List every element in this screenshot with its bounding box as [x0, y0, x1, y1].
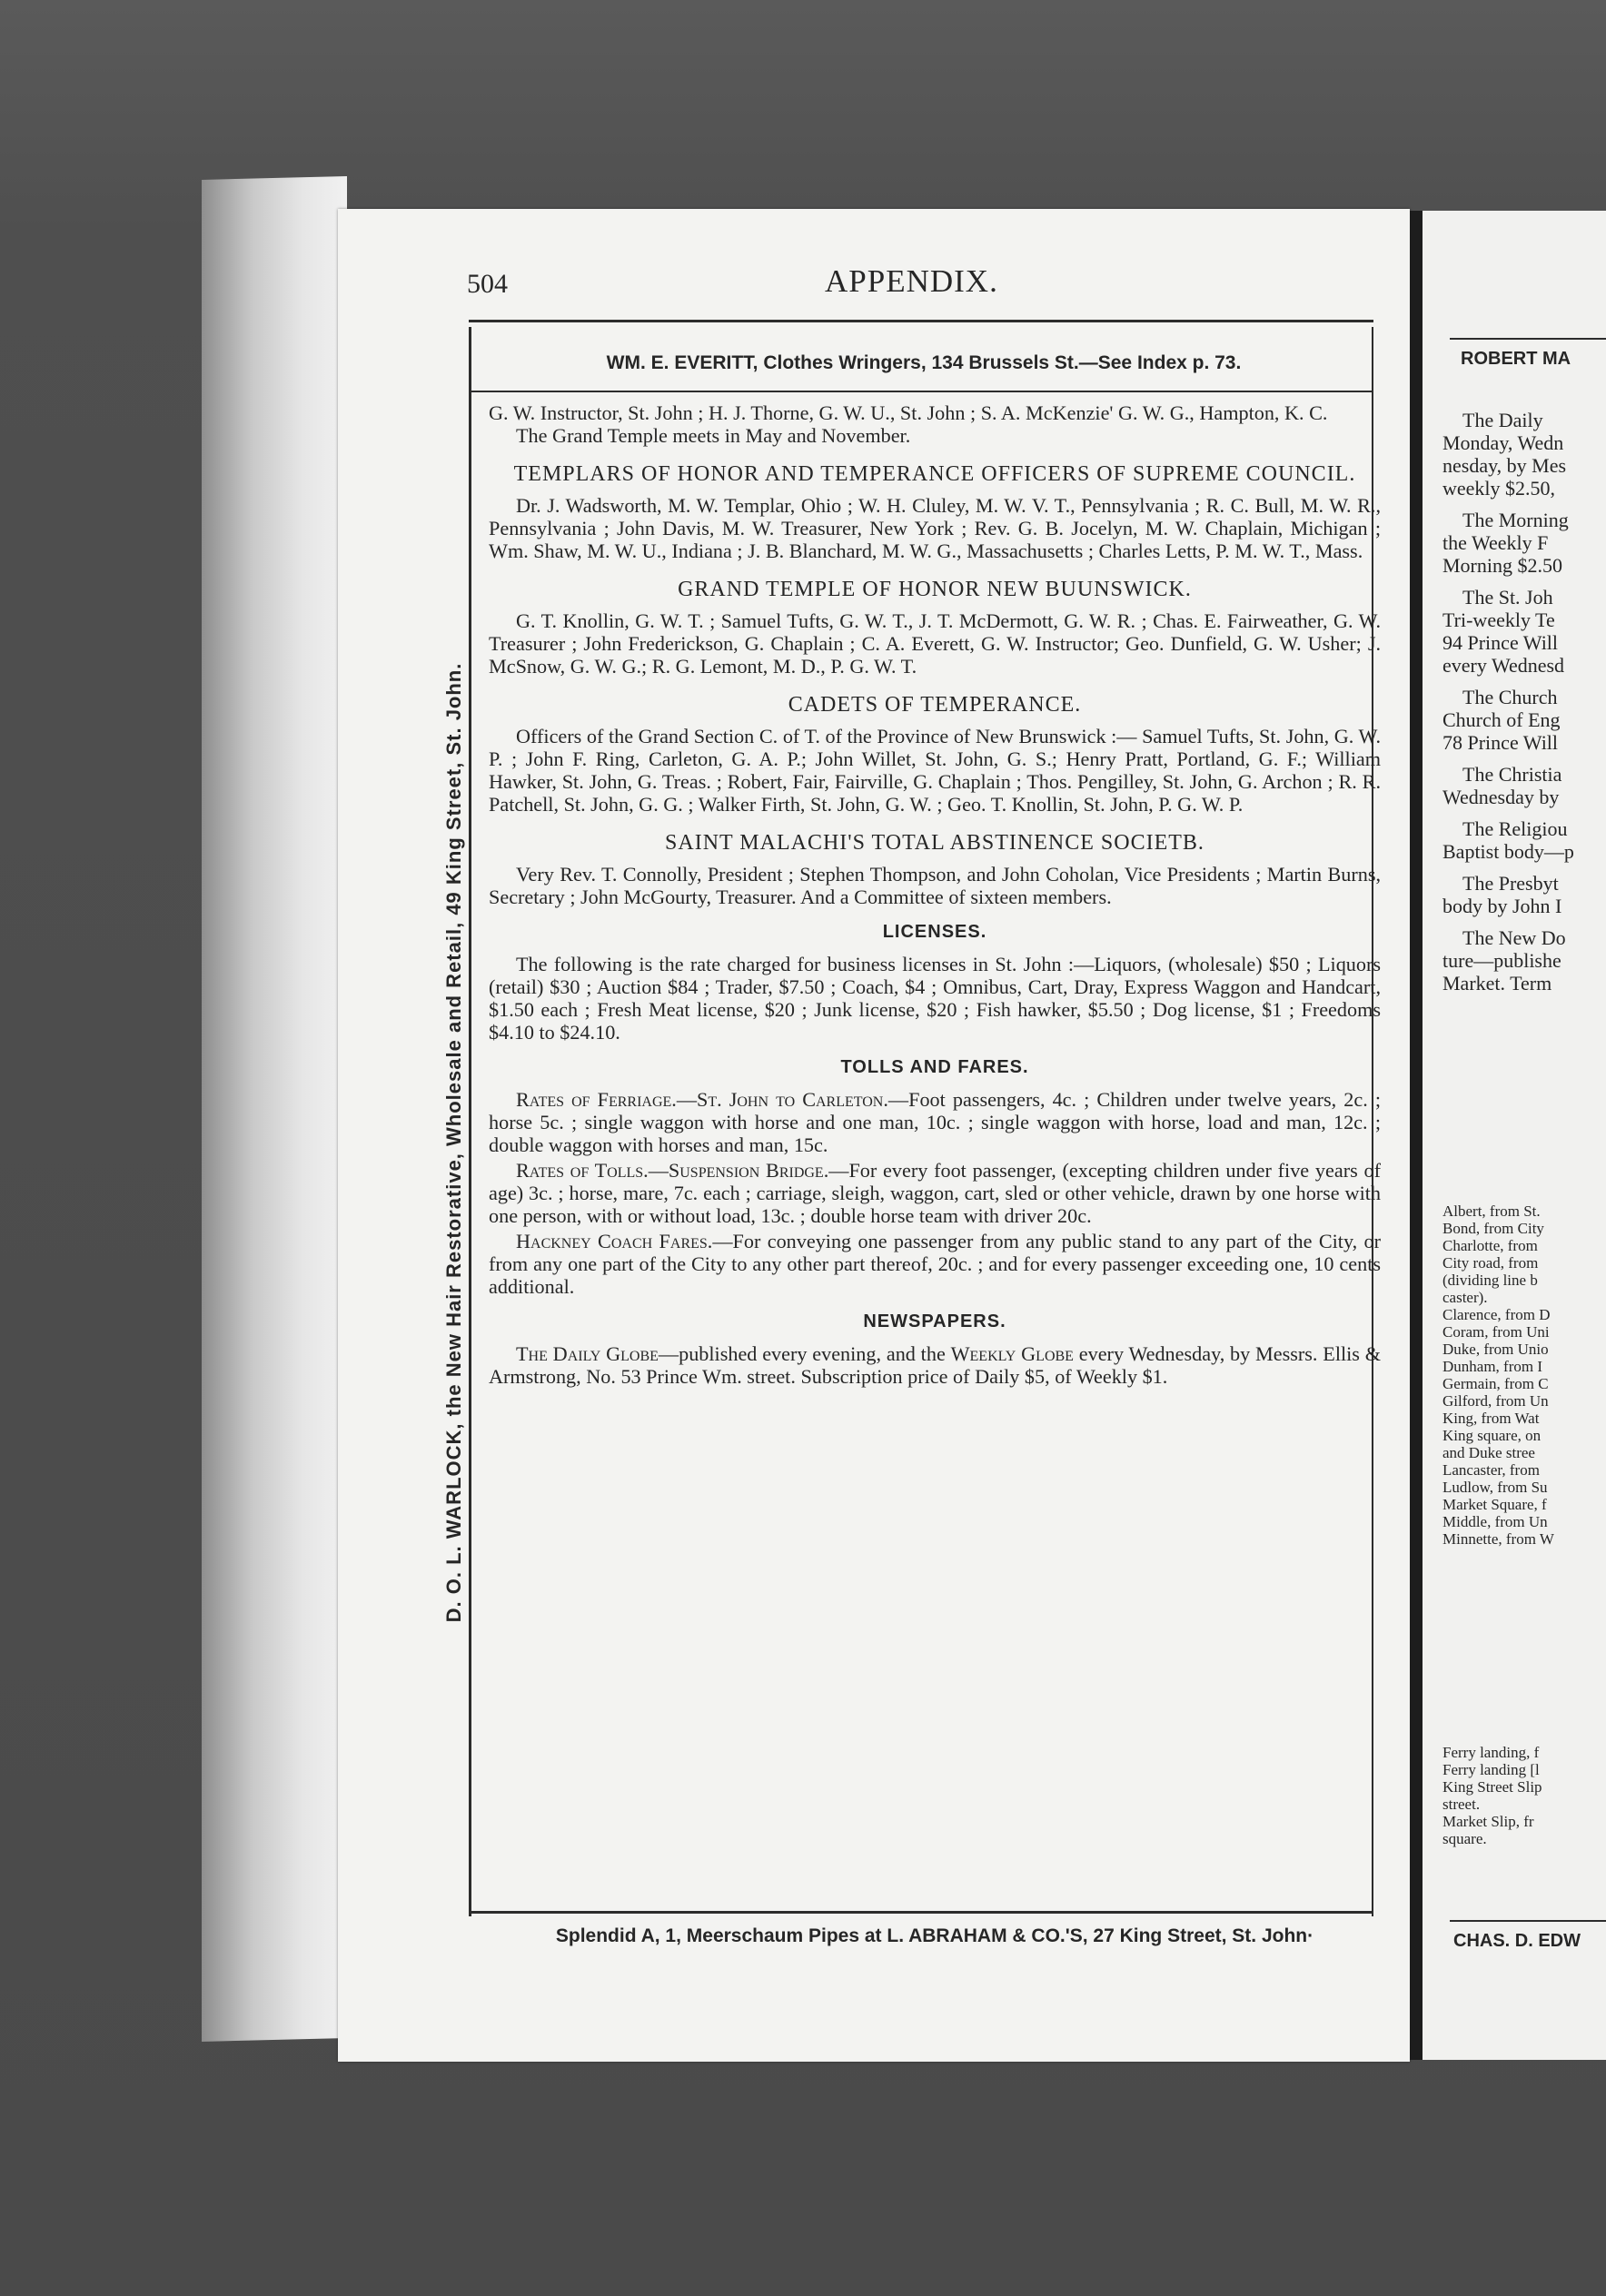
right-page-list-item: Bond, from City	[1442, 1220, 1544, 1237]
right-page-bottom-rule	[1450, 1920, 1606, 1922]
right-page-line: The Morning	[1462, 509, 1569, 531]
right-page-line: The Religiou	[1462, 817, 1568, 840]
tolls-ferriage-body: —Foot passengers, 4c. ; Children under twelve years, 2c. ; horse 5c. ; single waggon with horse and one man, 10c. ; single waggon with horse, load and man, 12c. ; double waggon with horses and man, 15c.	[489, 1088, 1382, 1156]
right-page-line: Baptist body—p	[1442, 840, 1574, 863]
section-body-malachi: Very Rev. T. Connolly, President ; Stephen Thompson, and John Coholan, Vice Presidents ; Martin Burns, Secretary ; John McGourty, Treasurer. And a Committee of sixteen members.	[489, 863, 1381, 908]
right-page-line: Church of Eng	[1442, 708, 1561, 731]
right-page-paragraph	[1442, 926, 1606, 995]
right-page-list-item: Albert, from St.	[1442, 1202, 1541, 1220]
right-page-paragraph	[1442, 763, 1606, 808]
right-page-list-item: Duke, from Unio	[1442, 1341, 1549, 1358]
right-page-line: every Wednesd	[1442, 654, 1565, 677]
side-advertisement: D. O. L. WARLOCK, the New Hair Restorative, Wholesale and Retail, 49 King Street, St. John.	[442, 662, 465, 1623]
tolls-hackney	[489, 1230, 1381, 1298]
right-page-line: the Weekly F	[1442, 531, 1549, 554]
top-advertisement: WM. E. EVERITT, Clothes Wringers, 134 Brussels St.—See Index p. 73.	[606, 352, 1242, 373]
right-page-newspaper-list	[1442, 409, 1606, 1004]
weekly-globe-text: every Wednesday, by Messrs. Ellis & Armstrong, No. 53 Prince Wm. street. Subscription price of Daily $5, of Weekly $1.	[489, 1342, 1382, 1388]
right-page-list-item: Lancaster, from	[1442, 1461, 1540, 1479]
section-heading-malachi: SAINT MALACHI'S TOTAL ABSTINENCE SOCIETB.	[665, 831, 1204, 855]
right-page-list-item: and Duke stree	[1442, 1444, 1535, 1461]
right-page-list-item: (dividing line b	[1442, 1272, 1538, 1289]
tolls-bridge-body: —For every foot passenger, (excepting children under five years of age) 3c. ; horse, mare, 7c. each ; carriage, sleigh, waggon, cart, sled or other vehicle, drawn by one horse with one person, with or without load, 13c. ; double horse team with driver 20c.	[489, 1159, 1381, 1227]
section-heading-templars: TEMPLARS OF HONOR AND TEMPERANCE OFFICERS OF SUPREME COUNCIL.	[513, 462, 1356, 486]
right-page-list-item: King Street Slip	[1442, 1778, 1542, 1796]
intro-line: The Grand Temple meets in May and November.	[516, 424, 911, 447]
right-page-list-item: Clarence, from D	[1442, 1306, 1551, 1323]
right-page-top-rule	[1450, 338, 1606, 340]
running-head: APPENDIX.	[825, 263, 998, 299]
tolls-ferriage	[489, 1088, 1381, 1156]
right-page-street-list	[1442, 1202, 1554, 1548]
right-page-list-item: square.	[1442, 1830, 1487, 1847]
right-page-list-item: Dunham, from I	[1442, 1358, 1543, 1375]
right-page-paragraph	[1442, 817, 1606, 863]
section-body-cadets: Officers of the Grand Section C. of T. of the Province of New Brunswick :— Samuel Tufts, St. John, G. W. P. ; John F. Ring, Carleton, G. A. P.; John Willet, St. John, G. S.; Henry Pratt, Portland, G. F.; William Hawker, St. John, G. Treas. ; Robert, Fair, Fairville, G. Chaplain ; Thos. Pengilley, St. John, G. Archon ; R. R. Patchell, St. John, G. G. ; Walker Firth, St. John, G. W. ; Geo. T. Knollin, St. John, P. G. W. P.	[489, 725, 1381, 816]
right-page-paragraph	[1442, 686, 1606, 754]
right-page-paragraph	[1442, 872, 1606, 917]
right-page-list-item: City road, from	[1442, 1254, 1539, 1272]
daily-globe-text: —published every evening, and the	[658, 1342, 951, 1365]
right-page-list-item: Ferry landing [l	[1442, 1761, 1540, 1778]
right-page-line: The Church	[1462, 686, 1558, 708]
right-page-line: The Christia	[1462, 763, 1562, 786]
right-page-line: 78 Prince Will	[1442, 731, 1559, 754]
bottom-rule	[471, 1911, 1373, 1914]
right-page-line: ture—publishe	[1442, 949, 1561, 972]
section-body-grand-temple: G. T. Knollin, G. W. T. ; Samuel Tufts, G. W. T., J. T. McDermott, G. W. R. ; Chas. E. Fairweather, G. W. Treasurer ; John Frederickson, G. Chaplain ; C. A. Everett, G. W. Instructor; Geo. Dunfield, G. W. Usher; J. McSnow, G. W. G.; R. G. Lemont, M. D., P. G. W. T.	[489, 609, 1381, 678]
book-page-edges	[202, 176, 347, 2042]
tolls-bridge	[489, 1159, 1381, 1227]
right-page-line: weekly $2.50,	[1442, 477, 1556, 500]
bottom-advertisement: Splendid A, 1, Meerschaum Pipes at L. ABRAHAM & CO.'S, 27 King Street, St. John·	[555, 1925, 1314, 1946]
right-page-landing-list	[1442, 1744, 1542, 1847]
tolls-bridge-lead: Rates of Tolls.—Suspension Bridge.	[516, 1159, 829, 1182]
right-page-line: The New Do	[1462, 926, 1566, 949]
section-heading-licenses: LICENSES.	[882, 922, 987, 942]
book-gutter	[1410, 211, 1423, 2060]
section-heading-newspapers: NEWSPAPERS.	[863, 1311, 1006, 1331]
right-page-list-item: Ferry landing, f	[1442, 1744, 1540, 1761]
right-page-line: The St. Joh	[1462, 586, 1553, 609]
right-page-list-item: Minnette, from W	[1442, 1530, 1554, 1548]
right-page-line: body by John I	[1442, 895, 1562, 917]
right-page-line: Morning $2.50	[1442, 554, 1562, 577]
right-page-list-item: Middle, from Un	[1442, 1513, 1548, 1530]
right-page-list-item: Market Slip, fr	[1442, 1813, 1534, 1830]
section-heading-cadets: CADETS OF TEMPERANCE.	[788, 693, 1082, 717]
right-page-line: The Presbyt	[1462, 872, 1559, 895]
section-body-templars: Dr. J. Wadsworth, M. W. Templar, Ohio ; W. H. Cluley, M. W. V. T., Pennsylvania ; R. C. Bull, M. W. R., Pennsylvania ; John Davis, M. W. Treasurer, New York ; Rev. G. B. Jocelyn, M. W. Chaplain, Michigan ; Wm. Shaw, M. W. U., Indiana ; J. B. Blanchard, M. W. G., Massachusetts ; Charles Letts, P. M. W. T., Mass.	[489, 494, 1381, 562]
right-page-top-ad: ROBERT MA	[1461, 349, 1571, 369]
section-body-licenses: The following is the rate charged for business licenses in St. John :—Liquors, (wholesale) $50 ; Liquors (retail) $30 ; Auction $84 ; Trader, $7.50 ; Coach, $4 ; Omnibus, Cart, Dray, Express Waggon and Handcart, $1.50 each ; Fresh Meat license, $20 ; Junk license, $20 ; Fish hawker, $5.50 ; Dog license, $1 ; Freedoms $4.10 to $24.10.	[489, 953, 1381, 1044]
newspapers-daily-globe	[489, 1342, 1381, 1388]
right-page-list-item: King, from Wat	[1442, 1410, 1540, 1427]
right-page-line: 94 Prince Will	[1442, 631, 1559, 654]
tolls-hackney-body: —For conveying one passenger from any public stand to any part of the City, or from any one part of the City to any other part thereof, 20c. ; and for every passenger exceeding one, 10 cents additional.	[489, 1230, 1382, 1298]
right-page-line: Monday, Wedn	[1442, 431, 1564, 454]
intro-line: G. W. Instructor, St. John ; H. J. Thorne, G. W. U., St. John ; S. A. McKenzie' G. W. G., Hampton, K. C.	[489, 401, 1328, 424]
right-page-list-item: Coram, from Uni	[1442, 1323, 1550, 1341]
right-page-list-item: Charlotte, from	[1442, 1237, 1538, 1254]
right-page-list-item: King square, on	[1442, 1427, 1542, 1444]
right-page-paragraph	[1442, 586, 1606, 677]
appendix-body	[489, 401, 1381, 1388]
right-page-bottom-ad: CHAS. D. EDW	[1453, 1931, 1581, 1951]
right-page-list-item: Market Square, f	[1442, 1496, 1547, 1513]
tolls-hackney-lead: Hackney Coach Fares.	[516, 1230, 713, 1252]
section-heading-grand-temple: GRAND TEMPLE OF HONOR NEW BUUNSWICK.	[678, 578, 1192, 601]
top-ad-rule	[471, 391, 1373, 392]
right-page-paragraph	[1442, 409, 1606, 500]
tolls-ferriage-lead: Rates of Ferriage.—St. John to Carleton.	[516, 1088, 888, 1111]
right-page-list-item: caster).	[1442, 1289, 1488, 1306]
section-heading-tolls: TOLLS AND FARES.	[840, 1057, 1029, 1077]
right-page-line: Market. Term	[1442, 972, 1552, 995]
top-rule	[469, 320, 1373, 322]
daily-globe-title: The Daily Globe	[516, 1342, 659, 1365]
right-page-list-item: Ludlow, from Su	[1442, 1479, 1548, 1496]
weekly-globe-title: Weekly Globe	[950, 1342, 1074, 1365]
right-page-line: The Daily	[1462, 409, 1543, 431]
right-page-line: nesday, by Mes	[1442, 454, 1567, 477]
page-number: 504	[467, 269, 508, 299]
right-page-list-item: street.	[1442, 1796, 1481, 1813]
right-page-list-item: Gilford, from Un	[1442, 1392, 1549, 1410]
right-page-list-item: Germain, from C	[1442, 1375, 1549, 1392]
right-page-cropped	[1423, 211, 1606, 2060]
right-page-line: Wednesday by	[1442, 786, 1560, 808]
right-page-line: Tri-weekly Te	[1442, 609, 1555, 631]
right-page-paragraph	[1442, 509, 1606, 577]
